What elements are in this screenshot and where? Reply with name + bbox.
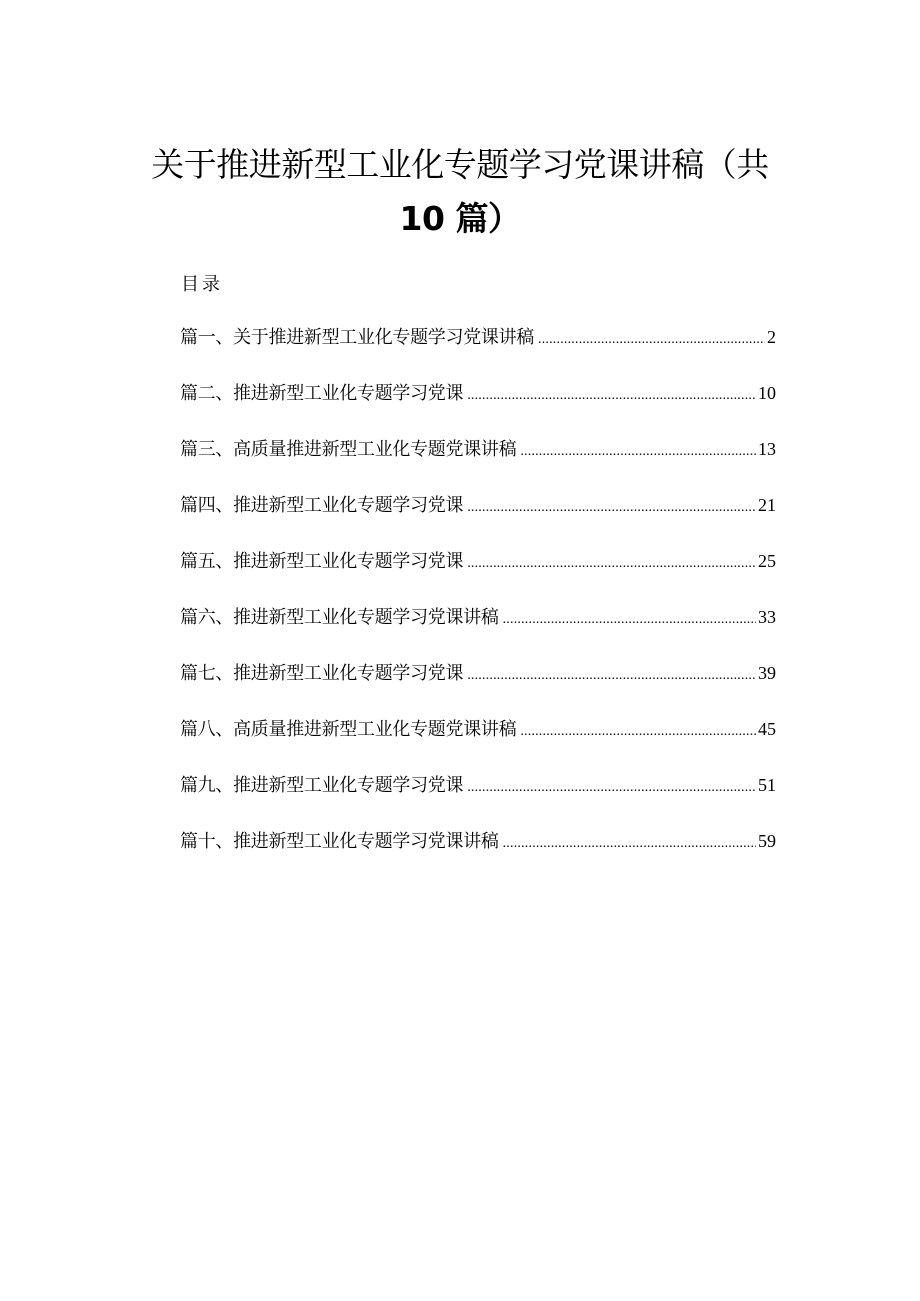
- toc-entry-label: 篇四、推进新型工业化专题学习党课: [180, 495, 464, 516]
- table-of-contents: [180, 321, 776, 881]
- toc-entry-label: 篇二、推进新型工业化专题学习党课: [180, 383, 464, 404]
- toc-entry-4[interactable]: [180, 489, 776, 545]
- toc-page-number: 51: [758, 775, 776, 795]
- toc-page-number: 59: [758, 831, 776, 851]
- toc-entry-3[interactable]: [180, 433, 776, 489]
- toc-page-number: 2: [767, 327, 776, 347]
- toc-entry-label: 篇八、高质量推进新型工业化专题党课讲稿: [180, 719, 517, 740]
- toc-entry-label: 篇十、推进新型工业化专题学习党课讲稿: [180, 831, 499, 852]
- toc-entry-2[interactable]: [180, 377, 776, 433]
- toc-dot-leader: [467, 548, 756, 580]
- toc-heading: 目录: [181, 274, 223, 295]
- toc-page-number: 39: [758, 663, 776, 683]
- toc-page-number: 33: [758, 607, 776, 627]
- toc-entry-label: 篇九、推进新型工业化专题学习党课: [180, 775, 464, 796]
- toc-dot-leader: [520, 436, 756, 468]
- toc-dot-leader: [467, 772, 756, 804]
- toc-entry-label: 篇六、推进新型工业化专题学习党课讲稿: [180, 607, 499, 628]
- toc-dot-leader: [467, 660, 756, 692]
- title-line-1: 关于推进新型工业化专题学习党课讲稿（共: [151, 145, 769, 184]
- toc-entry-label: 篇三、高质量推进新型工业化专题党课讲稿: [180, 439, 517, 460]
- toc-entry-5[interactable]: [180, 545, 776, 601]
- toc-dot-leader: [538, 324, 765, 356]
- toc-dot-leader: [503, 604, 756, 636]
- document-title: [140, 138, 780, 246]
- toc-page-number: 45: [758, 719, 776, 739]
- toc-page-number: 13: [758, 439, 776, 459]
- toc-dot-leader: [467, 380, 756, 412]
- toc-dot-leader: [503, 828, 756, 860]
- toc-dot-leader: [467, 492, 756, 524]
- toc-page-number: 21: [758, 495, 776, 515]
- toc-entry-9[interactable]: [180, 769, 776, 825]
- title-line-2: 10 篇）: [399, 199, 521, 238]
- toc-entry-1[interactable]: [180, 321, 776, 377]
- toc-entry-8[interactable]: [180, 713, 776, 769]
- toc-entry-6[interactable]: [180, 601, 776, 657]
- toc-entry-label: 篇五、推进新型工业化专题学习党课: [180, 551, 464, 572]
- toc-dot-leader: [520, 716, 756, 748]
- toc-entry-10[interactable]: [180, 825, 776, 881]
- toc-page-number: 10: [758, 383, 776, 403]
- toc-page-number: 25: [758, 551, 776, 571]
- toc-entry-label: 篇一、关于推进新型工业化专题学习党课讲稿: [180, 327, 534, 348]
- toc-entry-7[interactable]: [180, 657, 776, 713]
- toc-entry-label: 篇七、推进新型工业化专题学习党课: [180, 663, 464, 684]
